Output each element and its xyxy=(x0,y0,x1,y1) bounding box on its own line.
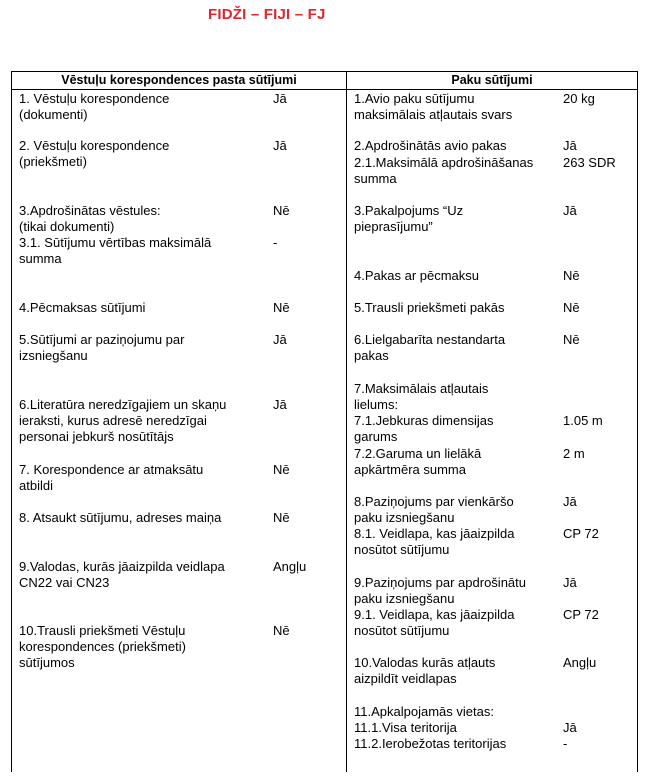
parcels-item-label: 8.Paziņojums par vienkāršo paku izsniegšanu xyxy=(354,494,514,525)
parcels-item-value: Jā xyxy=(563,494,577,509)
parcels-item-label: 11.1.Visa teritorija xyxy=(354,720,457,735)
parcels-item-value: CP 72 xyxy=(563,526,599,541)
parcels-item-label: 2.Apdrošinātās avio pakas xyxy=(354,138,507,153)
letters-item-label: 4.Pēcmaksas sūtījumi xyxy=(19,300,146,315)
letters-item-value: Nē xyxy=(273,623,290,638)
services-table xyxy=(11,71,638,772)
parcels-item-label: 1.Avio paku sūtījumu maksimālais atļautais svars xyxy=(354,91,513,122)
parcels-item-label: 2.1.Maksimālā apdrošināšanas summa xyxy=(354,155,534,186)
parcels-item-value: Jā xyxy=(563,138,577,153)
parcels-item-value: 263 SDR xyxy=(563,155,616,170)
letters-item-label: 5.Sūtījumi ar paziņojumu par izsniegšanu xyxy=(19,332,185,363)
letters-item-label: 6.Literatūra neredzīgajiem un skaņu ieraksti, kurus adresē neredzīgai personai jebkurš nosūtītājs xyxy=(19,397,227,444)
parcels-item-label: 6.Lielgabarīta nestandarta pakas xyxy=(354,332,506,363)
letters-item-label: 10.Trausli priekšmeti Vēstuļu korespondences (priekšmeti) sūtījumos xyxy=(19,623,186,670)
letters-item-value: - xyxy=(273,235,278,250)
parcels-item-value: 2 m xyxy=(563,446,585,461)
parcels-item-value: 20 kg xyxy=(563,91,595,106)
parcels-item-value: Nē xyxy=(563,300,580,315)
letters-item-label: 3.Apdrošinātas vēstules: (tikai dokumenti) xyxy=(19,203,161,234)
parcels-item-value: 1.05 m xyxy=(563,413,603,428)
letters-item-value: Nē xyxy=(273,300,290,315)
letters-item-value: Jā xyxy=(273,91,287,106)
parcels-item-value: CP 72 xyxy=(563,607,599,622)
parcels-item-label: 9.Paziņojums par apdrošinātu paku izsniegšanu xyxy=(354,575,526,606)
parcels-item-label: 3.Pakalpojums “Uz pieprasījumu” xyxy=(354,203,464,234)
parcels-column-header: Paku sūtījumi xyxy=(451,73,533,87)
parcels-item-label: 11.2.Ierobežotas teritorijas xyxy=(354,736,507,751)
letters-item-label: 7. Korespondence ar atmaksātu atbildi xyxy=(19,462,204,493)
parcels-item-label: 7.2.Garuma un lielākā apkārtmēra summa xyxy=(354,446,482,477)
page-title: FIDŽI – FIJI – FJ xyxy=(208,6,326,23)
parcels-item-label: 9.1. Veidlapa, kas jāaizpilda nosūtot sūtījumu xyxy=(354,607,515,638)
letters-item-label: 8. Atsaukt sūtījumu, adreses maiņa xyxy=(19,510,222,525)
letters-item-value: Jā xyxy=(273,397,287,412)
parcels-item-value: Nē xyxy=(563,332,580,347)
letters-item-value: Nē xyxy=(273,510,290,525)
letters-item-value: Jā xyxy=(273,332,287,347)
letters-item-label: 9.Valodas, kurās jāaizpilda veidlapa CN22 vai CN23 xyxy=(19,559,225,590)
letters-item-value: Angļu xyxy=(273,559,307,574)
letters-column-header: Vēstuļu korespondences pasta sūtījumi xyxy=(61,73,297,87)
parcels-item-label: 7.Maksimālais atļautais lielums: xyxy=(354,381,489,412)
parcels-item-label: 10.Valodas kurās atļauts aizpildīt veidlapas xyxy=(354,655,496,686)
parcels-item-label: 11.Apkalpojamās vietas: xyxy=(354,704,494,719)
letters-item-value: Nē xyxy=(273,203,290,218)
parcels-item-value: Jā xyxy=(563,575,577,590)
letters-item-label: 2. Vēstuļu korespondence (priekšmeti) xyxy=(19,138,170,169)
parcels-item-value: Angļu xyxy=(563,655,597,670)
header-rule xyxy=(12,89,637,90)
parcels-item-value: Jā xyxy=(563,203,577,218)
parcels-item-label: 5.Trausli priekšmeti pakās xyxy=(354,300,505,315)
letters-item-label: 1. Vēstuļu korespondence (dokumenti) xyxy=(19,91,170,122)
letters-item-label: 3.1. Sūtījumu vērtības maksimālā summa xyxy=(19,235,212,266)
parcels-item-label: 8.1. Veidlapa, kas jāaizpilda nosūtot sūtījumu xyxy=(354,526,515,557)
parcels-item-value: Jā xyxy=(563,720,577,735)
parcels-item-value: - xyxy=(563,736,568,751)
parcels-item-label: 4.Pakas ar pēcmaksu xyxy=(354,268,480,283)
parcels-item-value: Nē xyxy=(563,268,580,283)
letters-item-value: Nē xyxy=(273,462,290,477)
letters-item-value: Jā xyxy=(273,138,287,153)
column-divider xyxy=(346,72,347,772)
parcels-item-label: 7.1.Jebkuras dimensijas garums xyxy=(354,413,494,444)
